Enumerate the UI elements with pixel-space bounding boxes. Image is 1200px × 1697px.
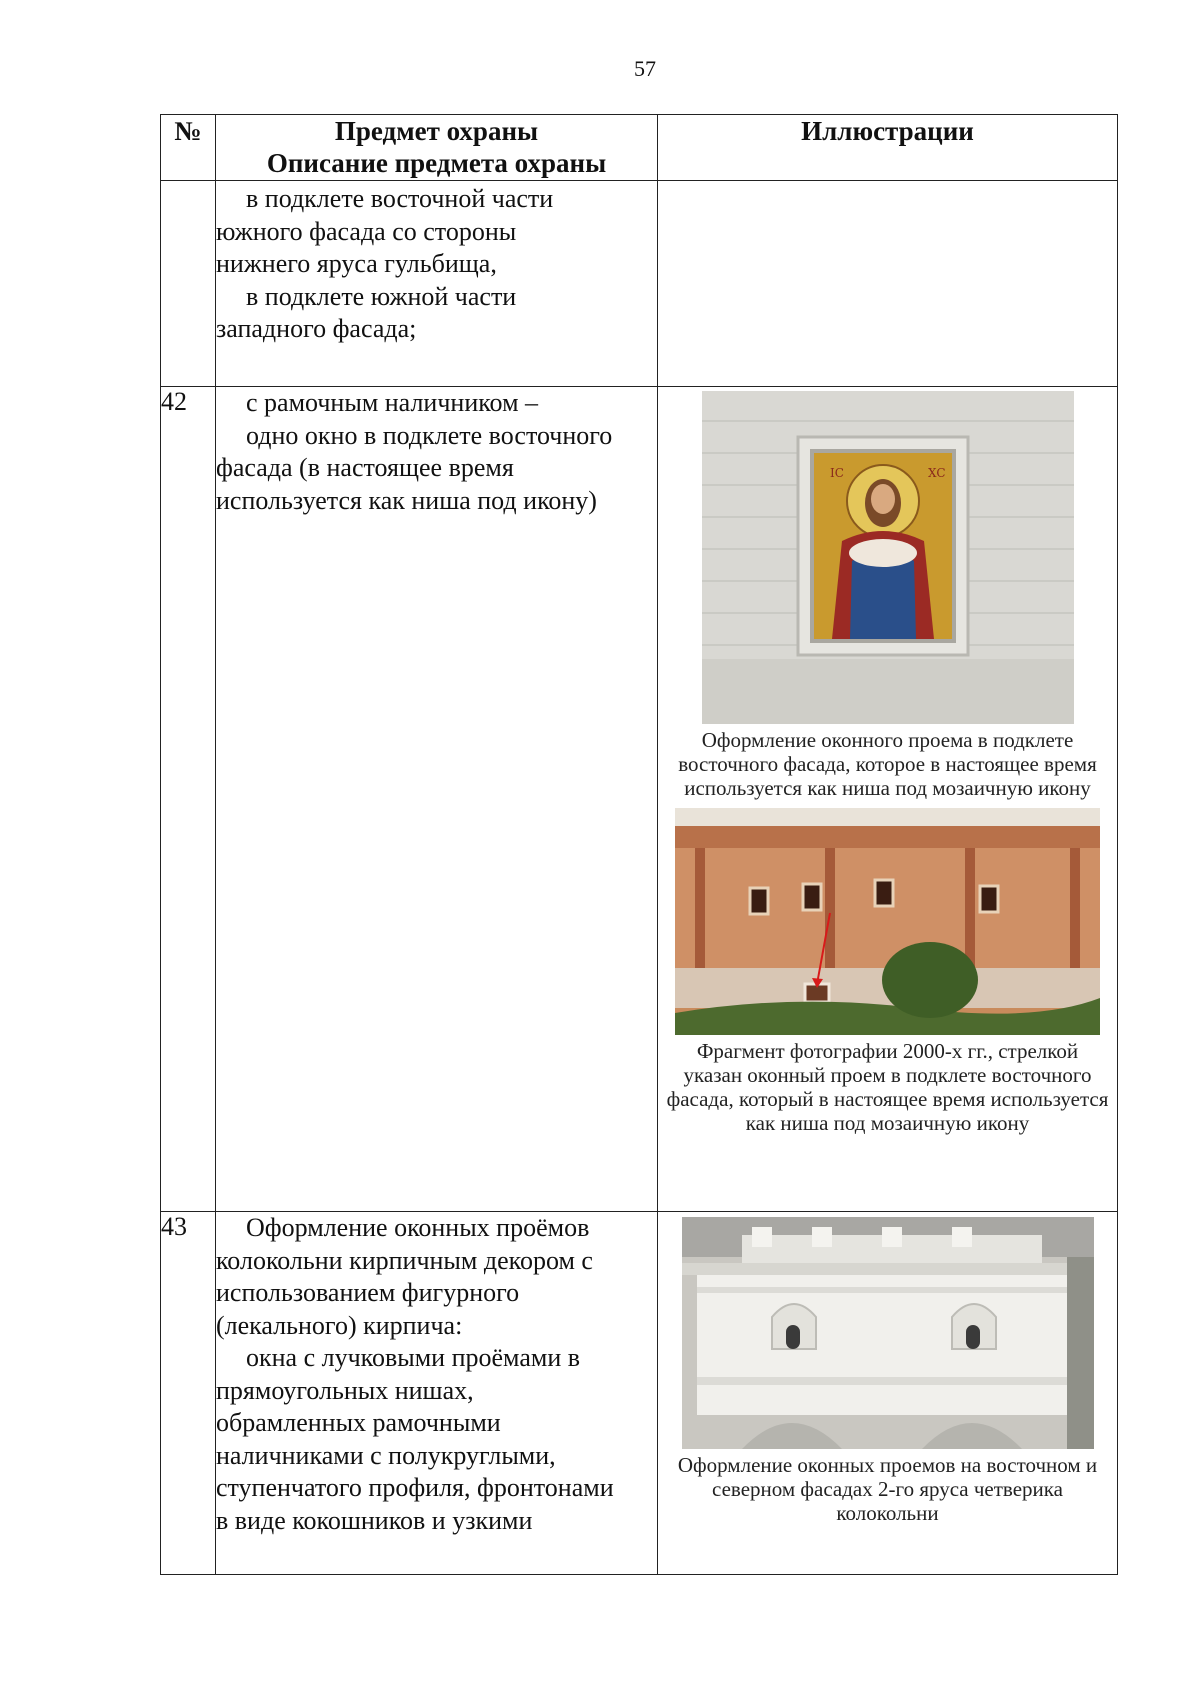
header-desc-line2: Описание предмета охраны xyxy=(266,148,607,178)
header-description xyxy=(216,115,658,181)
header-num: № xyxy=(161,115,216,181)
desc-line: в подклете южной части xyxy=(246,281,517,311)
row-illustrations xyxy=(658,387,1118,1212)
desc-line: наличниками с полукруглыми, xyxy=(216,1440,556,1470)
header-desc-line1: Предмет охраны xyxy=(334,116,539,146)
protection-table xyxy=(160,114,1118,1575)
desc-line: западного фасада; xyxy=(216,314,417,343)
desc-line: в виде кокошников и узкими xyxy=(216,1505,533,1535)
desc-line: обрамленных рамочными xyxy=(216,1408,501,1437)
table-header-row xyxy=(161,115,1118,181)
row-number xyxy=(161,181,216,387)
bell-tower-photo xyxy=(682,1217,1094,1449)
svg-text:IC: IC xyxy=(829,466,844,480)
row-description xyxy=(216,181,658,387)
svg-text:XC: XC xyxy=(927,466,946,480)
table-row xyxy=(161,387,1118,1212)
row-number: 43 xyxy=(161,1212,216,1575)
desc-line: окна с лучковыми проёмами в xyxy=(246,1343,581,1372)
desc-line: фасада (в настоящее время xyxy=(216,453,514,482)
desc-line: используется как ниша под икону) xyxy=(216,485,597,515)
illustration-caption: Оформление оконного проема в подклете восточного фасада, которое в настоящее время используется как ниша под мозаичную икону xyxy=(678,728,1097,800)
desc-line: (лекального) кирпича: xyxy=(216,1310,463,1340)
desc-line: Оформление оконных проёмов xyxy=(246,1213,590,1242)
desc-line: одно окно в подклете восточного xyxy=(246,420,613,450)
desc-line: нижнего яруса гульбища, xyxy=(216,249,497,278)
desc-line: южного фасада со стороны xyxy=(216,216,517,246)
table-row xyxy=(161,181,1118,387)
row-description xyxy=(216,387,658,1212)
illustration-caption: Фрагмент фотографии 2000-х гг., стрелкой указан оконный проем в подклете восточного фасада, который в настоящее время используется как ниша под мозаичную икону xyxy=(666,1039,1109,1135)
desc-line: в подклете восточной части xyxy=(246,184,554,213)
mosaic-icon-photo xyxy=(702,391,1074,724)
desc-line: прямоугольных нишах, xyxy=(216,1375,474,1405)
desc-line: с рамочным наличником – xyxy=(246,388,539,417)
illustration-caption: Оформление оконных проемов на восточном и северном фасадах 2-го яруса четверика колокольни xyxy=(677,1453,1098,1525)
row-illustrations xyxy=(658,1212,1118,1575)
desc-line: колокольни кирпичным декором с xyxy=(216,1245,593,1275)
header-illustrations: Иллюстрации xyxy=(658,115,1118,181)
row-illustrations xyxy=(658,181,1118,387)
desc-line: ступенчатого профиля, фронтонами xyxy=(216,1473,614,1502)
page-number: 57 xyxy=(634,56,656,81)
facade-photo-2000s xyxy=(675,808,1100,1035)
table-row xyxy=(161,1212,1118,1575)
row-description xyxy=(216,1212,658,1575)
row-number: 42 xyxy=(161,387,216,1212)
desc-line: использованием фигурного xyxy=(216,1278,520,1307)
